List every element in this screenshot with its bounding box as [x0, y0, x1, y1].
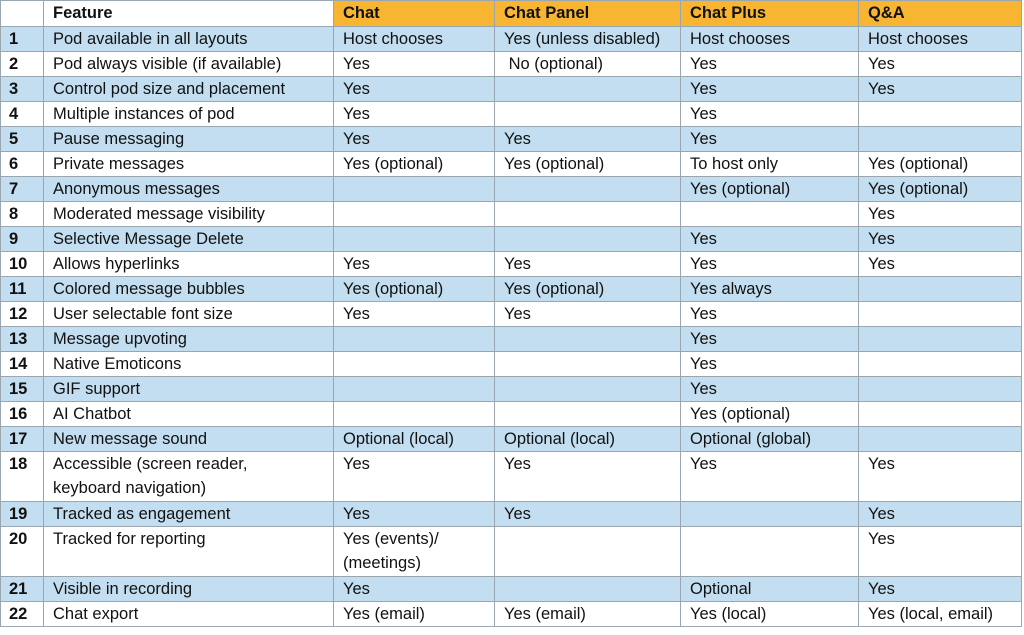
qa-cell: [859, 302, 1022, 327]
row-number: 11: [1, 277, 44, 302]
chat-panel-cell: Yes (optional): [495, 277, 681, 302]
row-number: 9: [1, 227, 44, 252]
chat-plus-cell: Yes: [681, 377, 859, 402]
feature-cell: Moderated message visibility: [44, 202, 334, 227]
table-row: [1, 127, 1022, 152]
chat-plus-cell: Yes always: [681, 277, 859, 302]
table-row: [1, 377, 1022, 402]
feature-cell: Tracked for reporting: [44, 527, 334, 577]
qa-cell: Host chooses: [859, 27, 1022, 52]
chat-cell: Yes (optional): [334, 277, 495, 302]
chat-plus-cell: Yes: [681, 352, 859, 377]
table-body: [1, 27, 1022, 627]
table-row: [1, 452, 1022, 502]
qa-cell: Yes: [859, 202, 1022, 227]
row-number: 7: [1, 177, 44, 202]
chat-cell: [334, 327, 495, 352]
table-row: [1, 277, 1022, 302]
qa-cell: Yes: [859, 77, 1022, 102]
row-number: 18: [1, 452, 44, 502]
table-row: [1, 227, 1022, 252]
chat-plus-cell: Yes: [681, 77, 859, 102]
chat-plus-cell: [681, 202, 859, 227]
chat-plus-cell: Yes: [681, 52, 859, 77]
chat-cell: [334, 177, 495, 202]
feature-cell: User selectable font size: [44, 302, 334, 327]
table-row: [1, 602, 1022, 627]
feature-cell: Anonymous messages: [44, 177, 334, 202]
chat-plus-cell: Yes: [681, 452, 859, 502]
chat-panel-cell: Yes: [495, 302, 681, 327]
chat-cell: [334, 227, 495, 252]
chat-plus-cell: Yes (optional): [681, 177, 859, 202]
chat-cell: Yes: [334, 452, 495, 502]
row-number: 14: [1, 352, 44, 377]
table-row: [1, 577, 1022, 602]
row-number: 17: [1, 427, 44, 452]
qa-cell: Yes: [859, 527, 1022, 577]
header-chat: Chat: [334, 1, 495, 27]
chat-cell: Optional (local): [334, 427, 495, 452]
qa-cell: [859, 377, 1022, 402]
chat-panel-cell: [495, 227, 681, 252]
table-row: [1, 527, 1022, 577]
header-feature: Feature: [44, 1, 334, 27]
chat-panel-cell: No (optional): [495, 52, 681, 77]
header-number: [1, 1, 44, 27]
chat-panel-cell: [495, 527, 681, 577]
chat-cell: Host chooses: [334, 27, 495, 52]
chat-plus-cell: Yes: [681, 252, 859, 277]
feature-cell: Tracked as engagement: [44, 502, 334, 527]
qa-cell: [859, 427, 1022, 452]
qa-cell: Yes: [859, 52, 1022, 77]
chat-plus-cell: [681, 502, 859, 527]
qa-cell: [859, 102, 1022, 127]
chat-cell: Yes (optional): [334, 152, 495, 177]
chat-plus-cell: Yes: [681, 102, 859, 127]
chat-cell: [334, 202, 495, 227]
chat-panel-cell: [495, 577, 681, 602]
chat-panel-cell: [495, 177, 681, 202]
chat-cell: [334, 377, 495, 402]
qa-cell: Yes: [859, 452, 1022, 502]
row-number: 16: [1, 402, 44, 427]
feature-cell: Pod always visible (if available): [44, 52, 334, 77]
feature-cell: AI Chatbot: [44, 402, 334, 427]
chat-panel-cell: [495, 327, 681, 352]
qa-cell: Yes (local, email): [859, 602, 1022, 627]
row-number: 19: [1, 502, 44, 527]
chat-plus-cell: Yes: [681, 302, 859, 327]
chat-cell: Yes: [334, 302, 495, 327]
qa-cell: [859, 327, 1022, 352]
feature-cell: Pod available in all layouts: [44, 27, 334, 52]
chat-panel-cell: [495, 77, 681, 102]
row-number: 10: [1, 252, 44, 277]
qa-cell: Yes (optional): [859, 152, 1022, 177]
qa-cell: [859, 277, 1022, 302]
chat-panel-cell: [495, 202, 681, 227]
qa-cell: Yes: [859, 577, 1022, 602]
qa-cell: [859, 402, 1022, 427]
chat-cell: [334, 352, 495, 377]
feature-cell: Selective Message Delete: [44, 227, 334, 252]
chat-cell: Yes: [334, 77, 495, 102]
table-row: [1, 352, 1022, 377]
chat-cell: Yes (events)/ (meetings): [334, 527, 495, 577]
row-number: 13: [1, 327, 44, 352]
table-row: [1, 302, 1022, 327]
table-row: [1, 402, 1022, 427]
row-number: 20: [1, 527, 44, 577]
chat-panel-cell: Yes (email): [495, 602, 681, 627]
chat-cell: Yes (email): [334, 602, 495, 627]
table-row: [1, 252, 1022, 277]
feature-cell: Native Emoticons: [44, 352, 334, 377]
table-row: [1, 52, 1022, 77]
table-row: [1, 27, 1022, 52]
qa-cell: Yes: [859, 502, 1022, 527]
chat-cell: Yes: [334, 127, 495, 152]
table-row: [1, 177, 1022, 202]
row-number: 22: [1, 602, 44, 627]
feature-cell: Private messages: [44, 152, 334, 177]
feature-cell: Colored message bubbles: [44, 277, 334, 302]
chat-plus-cell: Yes: [681, 127, 859, 152]
chat-plus-cell: Host chooses: [681, 27, 859, 52]
qa-cell: Yes: [859, 227, 1022, 252]
chat-panel-cell: [495, 377, 681, 402]
row-number: 1: [1, 27, 44, 52]
feature-cell: Pause messaging: [44, 127, 334, 152]
chat-panel-cell: Yes: [495, 502, 681, 527]
row-number: 12: [1, 302, 44, 327]
chat-cell: Yes: [334, 502, 495, 527]
chat-panel-cell: Yes: [495, 252, 681, 277]
chat-panel-cell: Optional (local): [495, 427, 681, 452]
qa-cell: Yes: [859, 252, 1022, 277]
row-number: 4: [1, 102, 44, 127]
chat-panel-cell: [495, 352, 681, 377]
chat-panel-cell: Yes: [495, 452, 681, 502]
table-row: [1, 327, 1022, 352]
feature-cell: Allows hyperlinks: [44, 252, 334, 277]
feature-cell: Chat export: [44, 602, 334, 627]
chat-panel-cell: Yes: [495, 127, 681, 152]
header-chat-plus: Chat Plus: [681, 1, 859, 27]
table-row: [1, 427, 1022, 452]
qa-cell: [859, 127, 1022, 152]
table-row: [1, 77, 1022, 102]
feature-cell: Accessible (screen reader, keyboard navigation): [44, 452, 334, 502]
row-number: 2: [1, 52, 44, 77]
header-qa: Q&A: [859, 1, 1022, 27]
chat-panel-cell: Yes (unless disabled): [495, 27, 681, 52]
row-number: 8: [1, 202, 44, 227]
chat-cell: [334, 402, 495, 427]
feature-cell: New message sound: [44, 427, 334, 452]
row-number: 21: [1, 577, 44, 602]
chat-panel-cell: [495, 402, 681, 427]
chat-plus-cell: Yes: [681, 327, 859, 352]
chat-plus-cell: Optional: [681, 577, 859, 602]
table-row: [1, 202, 1022, 227]
chat-plus-cell: [681, 527, 859, 577]
chat-panel-cell: Yes (optional): [495, 152, 681, 177]
header-row: [1, 1, 1022, 27]
header-chat-panel: Chat Panel: [495, 1, 681, 27]
chat-panel-cell: [495, 102, 681, 127]
chat-plus-cell: Yes (optional): [681, 402, 859, 427]
chat-plus-cell: Optional (global): [681, 427, 859, 452]
row-number: 3: [1, 77, 44, 102]
feature-cell: Control pod size and placement: [44, 77, 334, 102]
chat-cell: Yes: [334, 252, 495, 277]
feature-cell: Message upvoting: [44, 327, 334, 352]
qa-cell: Yes (optional): [859, 177, 1022, 202]
chat-cell: Yes: [334, 102, 495, 127]
chat-plus-cell: Yes (local): [681, 602, 859, 627]
table-row: [1, 152, 1022, 177]
feature-cell: Multiple instances of pod: [44, 102, 334, 127]
chat-plus-cell: To host only: [681, 152, 859, 177]
qa-cell: [859, 352, 1022, 377]
table-row: [1, 502, 1022, 527]
chat-cell: Yes: [334, 577, 495, 602]
chat-plus-cell: Yes: [681, 227, 859, 252]
table-row: [1, 102, 1022, 127]
feature-cell: Visible in recording: [44, 577, 334, 602]
row-number: 6: [1, 152, 44, 177]
feature-cell: GIF support: [44, 377, 334, 402]
row-number: 5: [1, 127, 44, 152]
row-number: 15: [1, 377, 44, 402]
chat-cell: Yes: [334, 52, 495, 77]
